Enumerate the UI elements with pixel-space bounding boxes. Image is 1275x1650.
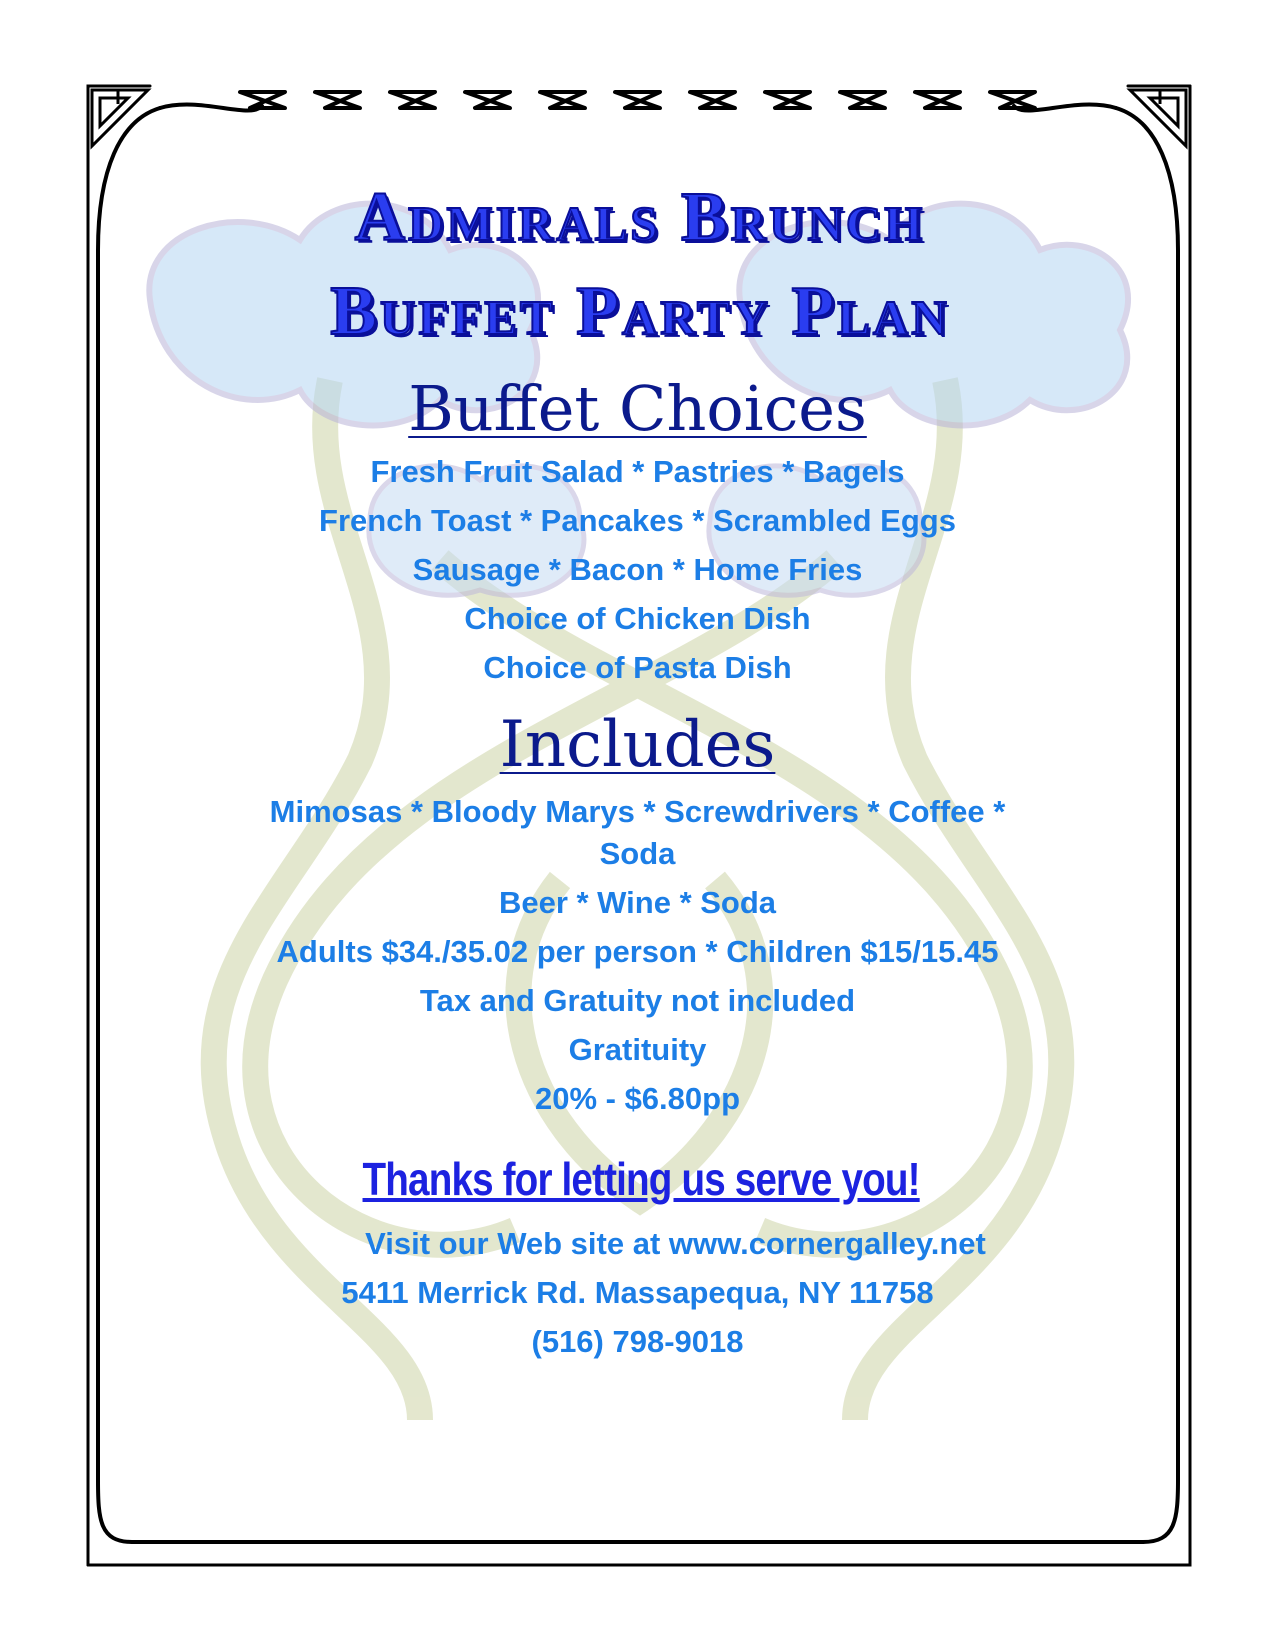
includes-drinks-line-1: Mimosas * Bloody Marys * Screwdrivers * Coffee * xyxy=(269,794,1006,829)
buffet-item: Fresh Fruit Salad * Pastries * Bagels xyxy=(370,454,905,489)
title-line-1: Admirals Brunch xyxy=(354,179,926,256)
buffet-choices-heading: Buffet Choices xyxy=(408,372,867,445)
buffet-item: Choice of Pasta Dish xyxy=(483,650,792,685)
title-line-2: Buffet Party Plan xyxy=(330,273,950,350)
phone-line: (516) 798-9018 xyxy=(531,1324,744,1359)
includes-heading: Includes xyxy=(499,708,776,782)
bowtie-ornament-row xyxy=(240,92,1035,108)
tax-note: Tax and Gratuity not included xyxy=(419,983,856,1018)
pricing-line: Adults $34./35.02 per person * Children $15/15.45 xyxy=(276,934,999,969)
gratuity-label: Gratituity xyxy=(568,1032,707,1067)
gratuity-amount: 20% - $6.80pp xyxy=(534,1081,741,1116)
thanks-banner: Thanks for letting us serve you! xyxy=(362,1153,920,1205)
includes-item: Beer * Wine * Soda xyxy=(498,885,777,920)
address-line: 5411 Merrick Rd. Massapequa, NY 11758 xyxy=(341,1275,934,1310)
includes-drinks-line-2: Soda xyxy=(599,836,676,871)
website-line: Visit our Web site at www.cornergalley.net xyxy=(365,1226,986,1261)
buffet-item: Sausage * Bacon * Home Fries xyxy=(412,552,863,587)
buffet-item: French Toast * Pancakes * Scrambled Eggs xyxy=(319,503,956,538)
buffet-item: Choice of Chicken Dish xyxy=(464,601,811,636)
